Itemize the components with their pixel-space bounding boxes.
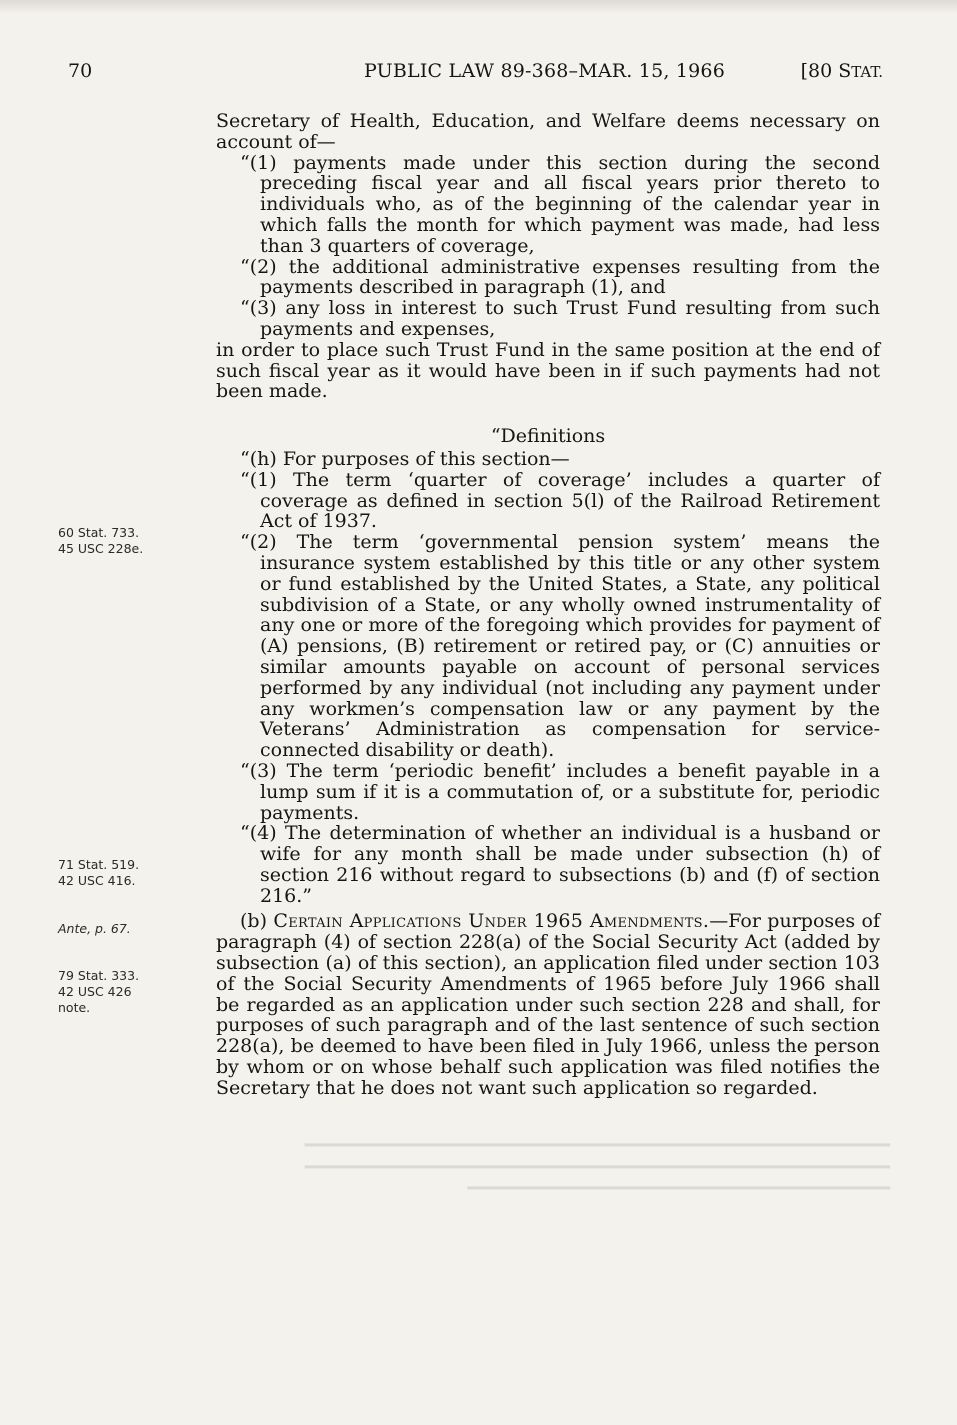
page-number: 70 bbox=[68, 60, 93, 82]
margin-note-line: 42 USC 416. bbox=[58, 873, 136, 888]
margin-note-line: 42 USC 426 bbox=[58, 984, 132, 999]
definitions-heading: “Definitions bbox=[490, 425, 606, 448]
definition-2: “(2) The term ‘governmental pension system’ means the insurance system established by this title or any other system or fund established by the United States, a State, any political subdivision of a State, or any wholly owned instrumentality of any one or more of the foregoing which provides for payment of (A) pensions, (B) retirement or retired pay, or (C) annuities or similar amounts payable on account of personal services performed by any individual (not including any payment under any workmen’s compensation law or any payment by the Veterans’ Administration as compensation for service-connected disability or death). bbox=[240, 531, 880, 762]
margin-note-ante bbox=[58, 921, 188, 937]
margin-note-line: 45 USC 228e. bbox=[58, 541, 144, 556]
margin-note-line: note. bbox=[58, 1000, 91, 1015]
definition-1: “(1) The term ‘quarter of coverage’ includes a quarter of coverage as defined in section 5(l) of the Railroad Retirement Act of 1937. bbox=[240, 468, 880, 533]
running-title: PUBLIC LAW 89-368–MAR. 15, 1966 bbox=[364, 60, 725, 82]
subsection-h-intro: “(h) For purposes of this section— bbox=[240, 447, 570, 470]
margin-note-line: 60 Stat. 733. bbox=[58, 525, 140, 540]
opening-paragraph: Secretary of Health, Education, and Welfare deems necessary on account of— bbox=[216, 110, 880, 153]
page-header bbox=[68, 60, 883, 90]
margin-note-79-stat bbox=[58, 968, 188, 1016]
volume-ref-smallcaps: TAT. bbox=[851, 63, 883, 81]
volume-ref-prefix: [80 S bbox=[800, 60, 852, 82]
statute-body bbox=[216, 111, 880, 1099]
margin-note-line: Ante, p. 67. bbox=[58, 921, 131, 936]
margin-note-60-stat bbox=[58, 525, 188, 557]
definition-4: “(4) The determination of whether an individual is a husband or wife for any month shall be made under subsection (h) of section 216 without regard to subsections (b) and (f) of section 216.” bbox=[240, 822, 880, 907]
volume-reference bbox=[801, 60, 883, 82]
subsection-b-label: (b) bbox=[240, 910, 274, 933]
clause-2: “(2) the additional administrative expenses resulting from the payments described in paragraph (1), and bbox=[240, 255, 880, 299]
margin-note-line: 79 Stat. 333. bbox=[58, 968, 140, 983]
subsection-b-text: —For purposes of paragraph (4) of section 228(a) of the Social Security Act (added by subsection (a) of this section), an application filed under section 103 of the Social Security Amendments of 1965 before July 1966 shall be regarded as an application under such section 228 and shall, for purposes of such paragraph and of the last sentence of such section 228(a), be deemed to have been filed in July 1966, unless the person by whom or on whose behalf such application was filed notifies the Secretary that he does not want such application so regarded. bbox=[216, 910, 880, 1099]
subsection-b bbox=[216, 911, 880, 1098]
subsection-b-heading: Certain Applications Under 1965 Amendments. bbox=[273, 910, 710, 933]
clause-3: “(3) any loss in interest to such Trust Fund resulting from such payments and expenses, bbox=[240, 297, 880, 340]
margin-note-71-stat bbox=[58, 857, 188, 889]
definition-3: “(3) The term ‘periodic benefit’ includes a benefit payable in a lump sum if it is a commutation of, or a substitute for, periodic payments. bbox=[240, 759, 880, 824]
clause-1: “(1) payments made under this section during the second preceding fiscal year and all fiscal years prior thereto to individuals who, as of the beginning of the calendar year in which falls the month for which payment was made, had less than 3 quarters of coverage, bbox=[240, 151, 880, 257]
bleed-through-shadow: ━━━━━━━━━━━━━━━━━━━━━━━━━━━━━━━━━━━━━━━━━━━━━━━━━━━━━━ ━━━━━━━━━━━━━━━━━━━━━━━━━━━━━━━━━━━━━━━━━━━━━━━━━━━━━━ ━━━━━━━━━━━━━━━━━━━━━━━━━━━━━━━━━━━━━━━ bbox=[304, 1135, 890, 1199]
margin-note-line: 71 Stat. 519. bbox=[58, 857, 140, 872]
page-top-edge bbox=[0, 0, 957, 14]
closing-paragraph: in order to place such Trust Fund in the same position at the end of such fiscal year as it would have been in if such payments had not been made. bbox=[216, 338, 880, 403]
